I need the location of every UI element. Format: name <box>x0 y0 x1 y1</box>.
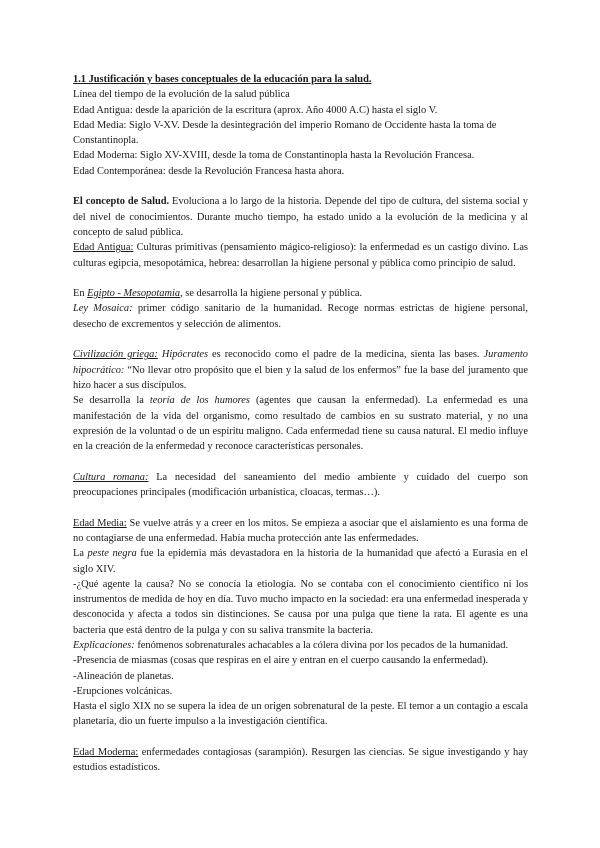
mosaica-label: Ley Mosaica: <box>73 303 133 315</box>
egipto-paragraph: En Egipto - Mesopotamia, se desarrolla la higiene personal y pública. <box>73 288 363 300</box>
timeline-antigua: Edad Antigua: desde la aparición de la escritura (aprox. Año 4000 A.C) hasta el siglo V. <box>73 104 438 116</box>
humores-paragraph: Se desarrolla la teoría de los humores (agentes que causan la enfermedad). La enfermedad es una manifestación de la vida del organismo, como resultado de cambios en su sustrato material, y no una expresión de la voluntad o de un espíritu maligno. Cada enfermedad tiene su causa natural. El medio influye en la creación de la enfermedad y reconoce características personales. <box>73 395 528 453</box>
romana-paragraph: Cultura romana: La necesidad del saneamiento del medio ambiente y cuidado del cuerpo son preocupaciones principales (modificación urbanística, cloacas, termas…). <box>73 471 528 499</box>
egipto-label: Egipto - Mesopotamia <box>87 288 181 300</box>
griega-label: Civilización griega: <box>73 349 158 361</box>
erupciones-item: -Erupciones volcánicas. <box>73 685 173 697</box>
mosaica-paragraph: Ley Mosaica: primer código sanitario de la humanidad. Recoge normas estrictas de higiene personal, desecho de excrementos y selección de alimentos. <box>73 303 528 330</box>
peste-paragraph: La peste negra fue la epidemia más devastadora en la historia de la humanidad que afectó a Eurasia en el siglo XIV. <box>73 548 528 575</box>
juramento-label: Juramento hipocrático: <box>73 349 528 376</box>
humores-label: teoría de los humores <box>149 395 250 407</box>
explicaciones-paragraph: Explicaciones: fenómenos sobrenaturales achacables a la cólera divina por los pecados de la humanidad. <box>73 639 509 651</box>
concepto-paragraph: El concepto de Salud. Evoluciona a lo largo de la historia. Depende del tipo de cultura, del sistema social y del nivel de conocimientos. Durante mucho tiempo, ha estado unido a la evolución de la medicina y al concepto de salud pública. <box>73 196 529 238</box>
planetas-item: -Alineación de planetas. <box>73 670 174 682</box>
moderna-label: Edad Moderna: <box>73 747 139 759</box>
timeline-contemporanea: Edad Contemporánea: desde la Revolución Francesa hasta ahora. <box>73 165 345 177</box>
miasmas-item: -Presencia de miasmas (cosas que respiras en el aire y entran en el cuerpo causando la enfermedad). <box>73 655 489 667</box>
timeline-media: Edad Media: Siglo V-XV. Desde la desintegración del imperio Romano de Occidente hasta la toma de Constantinopla. <box>73 119 497 147</box>
timeline-moderna: Edad Moderna: Siglo XV-XVIII, desde la toma de Constantinopla hasta la Revolución Francesa. <box>73 150 475 162</box>
document-body <box>73 72 528 776</box>
explicaciones-label: Explicaciones: <box>73 639 135 651</box>
siglo-paragraph: Hasta el siglo XIX no se supera la idea de un origen sobrenatural de la peste. El temor a un contagio a escala planetaria, dio un fuerte impulso a la investigación científica. <box>73 701 528 728</box>
romana-label: Cultura romana: <box>73 471 149 483</box>
antigua-paragraph: Edad Antigua: Culturas primitivas (pensamiento mágico-religioso): la enfermedad es un castigo divino. Las culturas egipcia, mesopotámica, hebrea: desarrollan la higiene personal y pública como principio de salud. <box>73 242 528 269</box>
media-label: Edad Media: <box>73 517 127 529</box>
peste-label: peste negra <box>87 548 137 560</box>
moderna-paragraph: Edad Moderna: enfermedades contagiosas (sarampión). Resurgen las ciencias. Se sigue investigando y hay estudios estadísticos. <box>73 747 528 774</box>
antigua-label: Edad Antigua: <box>73 242 134 254</box>
hipocrates-label: Hipócrates <box>161 349 209 361</box>
agente-paragraph: -¿Qué agente la causa? No se conocía la etiología. No se contaba con el conocimiento científico ni los instrumentos de medida de hoy en día. Tuvo mucho impacto en la sociedad: era una enfermedad inesperada y desconocida y afecta a todos sin distinciones. Se causa por una pulga que tiene la rata. El agente es una bacteria que está dentro de la pulga y con su saliva transmite la bacteria. <box>73 578 528 636</box>
griega-paragraph: Civilización griega: Hipócrates es reconocido como el padre de la medicina, sienta las bases. Juramento hipocrático: “No llevar otro propósito que el bien y la salud de los enfermos” fue la base del juramento que hizo hacer a sus discípulos. <box>73 349 528 391</box>
section-heading: 1.1 Justificación y bases conceptuales de la educación para la salud. <box>73 74 372 85</box>
timeline-title: Línea del tiempo de la evolución de la salud pública <box>73 89 290 101</box>
media-paragraph: Edad Media: Se vuelve atrás y a creer en los mitos. Se empieza a asociar que el aislamiento es una forma de no contagiarse de una enfermedad. Había mucha protección ante las enfermedades. <box>73 517 528 544</box>
concepto-title: El concepto de Salud. <box>73 196 170 208</box>
